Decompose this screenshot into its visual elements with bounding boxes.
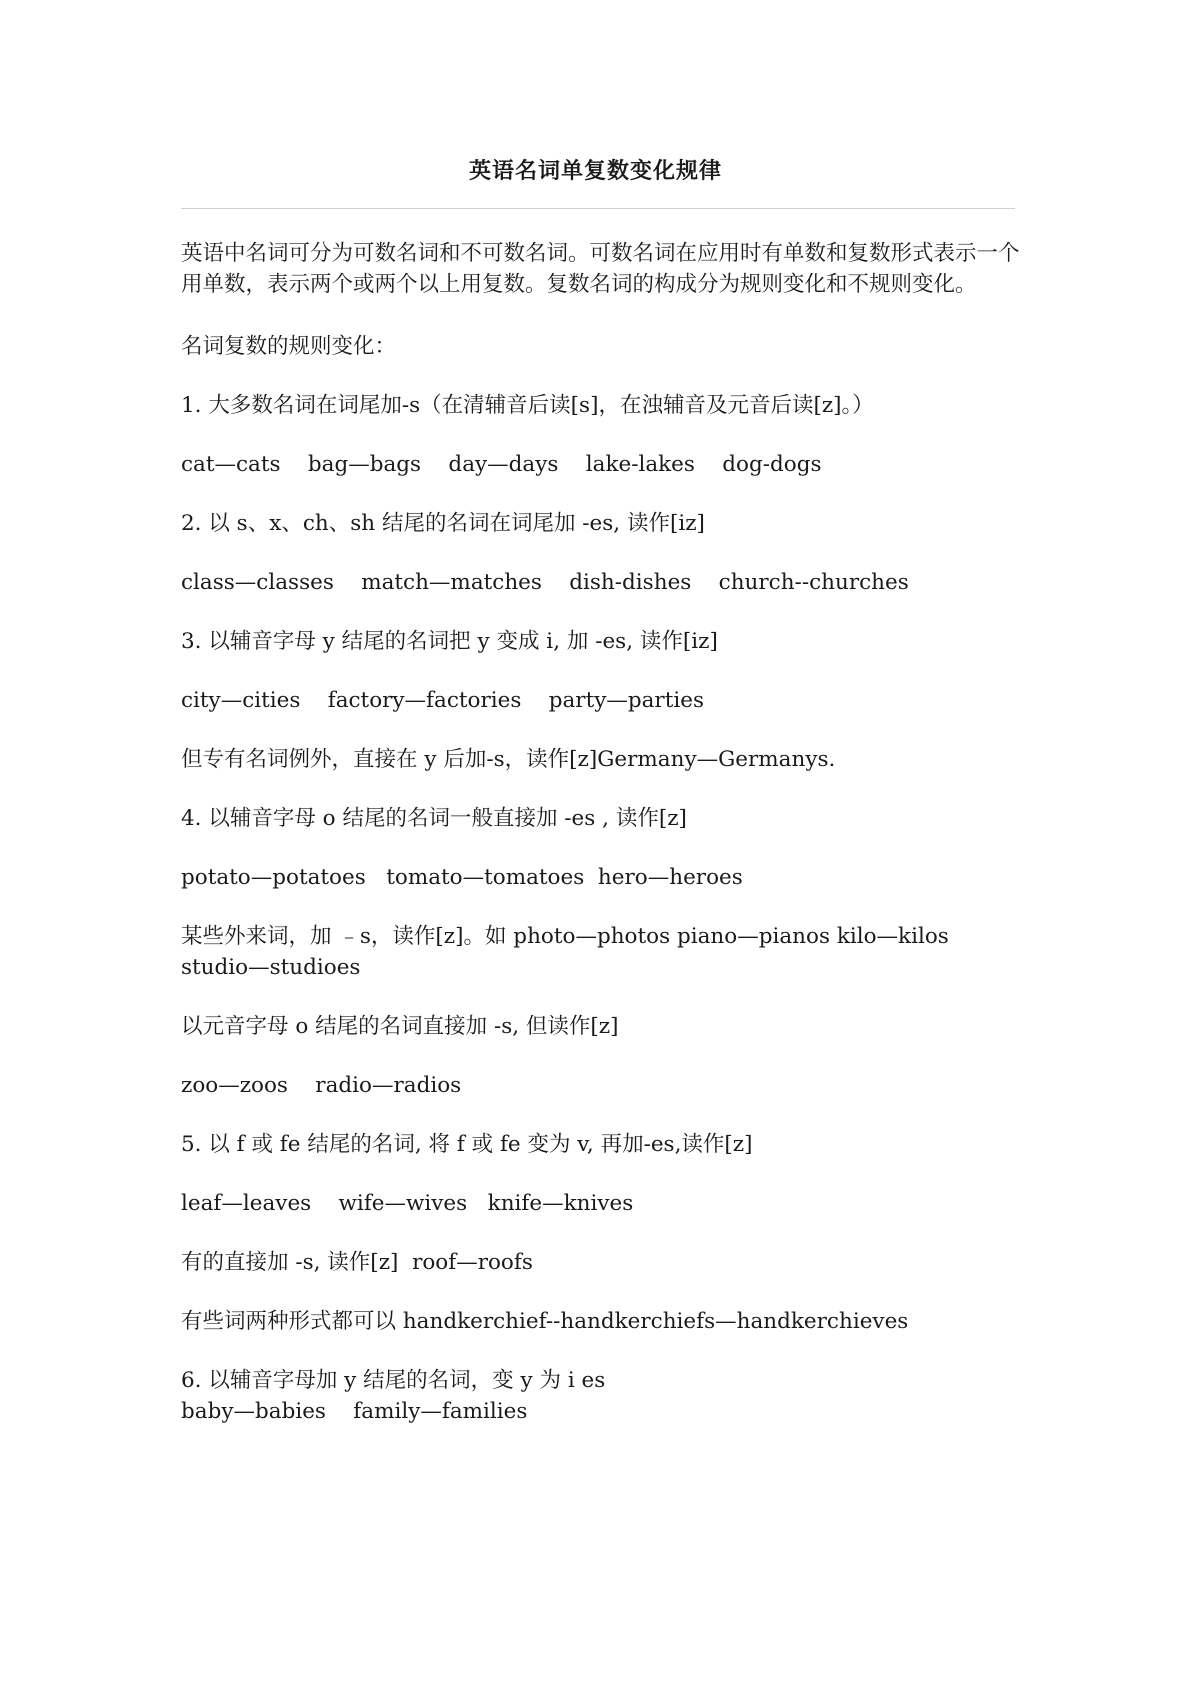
document-body <box>181 238 1021 1455</box>
rule-2-examples: class—classes match—matches dish-dishes church--churches <box>181 570 909 595</box>
section-heading: 名词复数的规则变化： <box>181 334 397 359</box>
rule-4-vowel-o: 以元音字母 o 结尾的名词直接加 -s, 但读作[z] <box>181 1014 619 1039</box>
rule-6: 6. 以辅音字母加 y 结尾的名词，变 y 为 i es <box>181 1368 606 1393</box>
rule-6-examples: baby—babies family—families <box>181 1399 528 1424</box>
rule-5: 5. 以 f 或 fe 结尾的名词, 将 f 或 fe 变为 v, 再加-es,读作[z] <box>181 1132 753 1157</box>
rule-4-loanwords: 某些外来词，加 ﹣s，读作[z]。如 photo—photos piano—pianos kilo—kilos studio—studioes <box>181 924 949 980</box>
rule-2: 2. 以 s、x、ch、sh 结尾的名词在词尾加 -es, 读作[iz] <box>181 511 705 536</box>
rule-3-exception: 但专有名词例外，直接在 y 后加-s，读作[z]Germany—Germanys. <box>181 747 836 772</box>
rule-1-examples: cat—cats bag—bags day—days lake-lakes dog-dogs <box>181 452 822 477</box>
document-title: 英语名词单复数变化规律 <box>468 158 722 184</box>
rule-5-examples: leaf—leaves wife—wives knife—knives <box>181 1191 634 1216</box>
rule-4-vowel-o-examples: zoo—zoos radio—radios <box>181 1073 462 1098</box>
rule-3: 3. 以辅音字母 y 结尾的名词把 y 变成 i, 加 -es, 读作[iz] <box>181 629 718 654</box>
rule-4: 4. 以辅音字母 o 结尾的名词一般直接加 -es , 读作[z] <box>181 806 687 831</box>
title-divider <box>181 208 1015 209</box>
rule-3-examples: city—cities factory—factories party—parties <box>181 688 704 713</box>
intro-paragraph: 英语中名词可分为可数名词和不可数名词。可数名词在应用时有单数和复数形式表示一个用单数，表示两个或两个以上用复数。复数名词的构成分为规则变化和不规则变化。 <box>181 241 1020 297</box>
rule-4-examples: potato—potatoes tomato—tomatoes hero—heroes <box>181 865 743 890</box>
rule-1: 1. 大多数名词在词尾加-s（在清辅音后读[s]，在浊辅音及元音后读[z]。） <box>181 393 874 418</box>
rule-5-direct-s: 有的直接加 -s, 读作[z] roof—roofs <box>181 1250 533 1275</box>
rule-5-both-forms: 有些词两种形式都可以 handkerchief--handkerchiefs—handkerchieves <box>181 1309 909 1334</box>
